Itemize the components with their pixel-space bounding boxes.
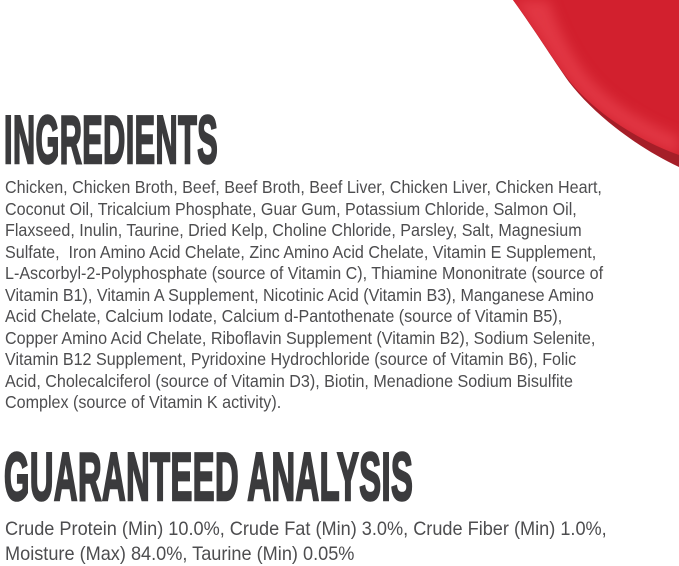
ingredients-heading: INGREDIENTS [4,102,219,178]
ingredients-line: Coconut Oil, Tricalcium Phosphate, Guar Gum, Potassium Chloride, Salmon Oil, [5,198,577,219]
ingredients-line: Vitamin B12 Supplement, Pyridoxine Hydrochloride (source of Vitamin B6), Folic [5,349,577,369]
ingredients-line: Acid, Cholecalciferol (source of Vitamin D3), Biotin, Menadione Sodium Bisulfite [5,370,573,391]
analysis-line: Moisture (Max) 84.0%, Taurine (Min) 0.05% [5,543,355,566]
ingredients-line: Copper Amino Acid Chelate, Riboflavin Supplement (Vitamin B2), Sodium Selenite, [5,327,596,348]
ingredients-line: Vitamin B1), Vitamin A Supplement, Nicotinic Acid (Vitamin B3), Manganese Amino [5,284,594,305]
ingredients-line: Complex (source of Vitamin K activity). [5,392,282,412]
ingredients-line: Chicken, Chicken Broth, Beef, Beef Broth, Beef Liver, Chicken Liver, Chicken Heart, [5,177,602,197]
ingredients-line: Acid Chelate, Calcium Iodate, Calcium d-Pantothenate (source of Vitamin B5), [5,306,563,326]
analysis-line: Crude Protein (Min) 10.0%, Crude Fat (Min) 3.0%, Crude Fiber (Min) 1.0%, [5,518,607,540]
ingredients-line: Sulfate, Iron Amino Acid Chelate, Zinc Amino Acid Chelate, Vitamin E Supplement, [5,241,597,262]
guaranteed-analysis-text [5,517,607,566]
ingredients-line: L-Ascorbyl-2-Polyphosphate (source of Vitamin C), Thiamine Mononitrate (source of [5,263,604,283]
ingredients-line: Flaxseed, Inulin, Taurine, Dried Kelp, Choline Chloride, Parsley, Salt, Magnesium [5,220,582,240]
guaranteed-analysis-heading: GUARANTEED ANALYSIS [4,439,414,515]
ingredients-text [5,177,603,414]
